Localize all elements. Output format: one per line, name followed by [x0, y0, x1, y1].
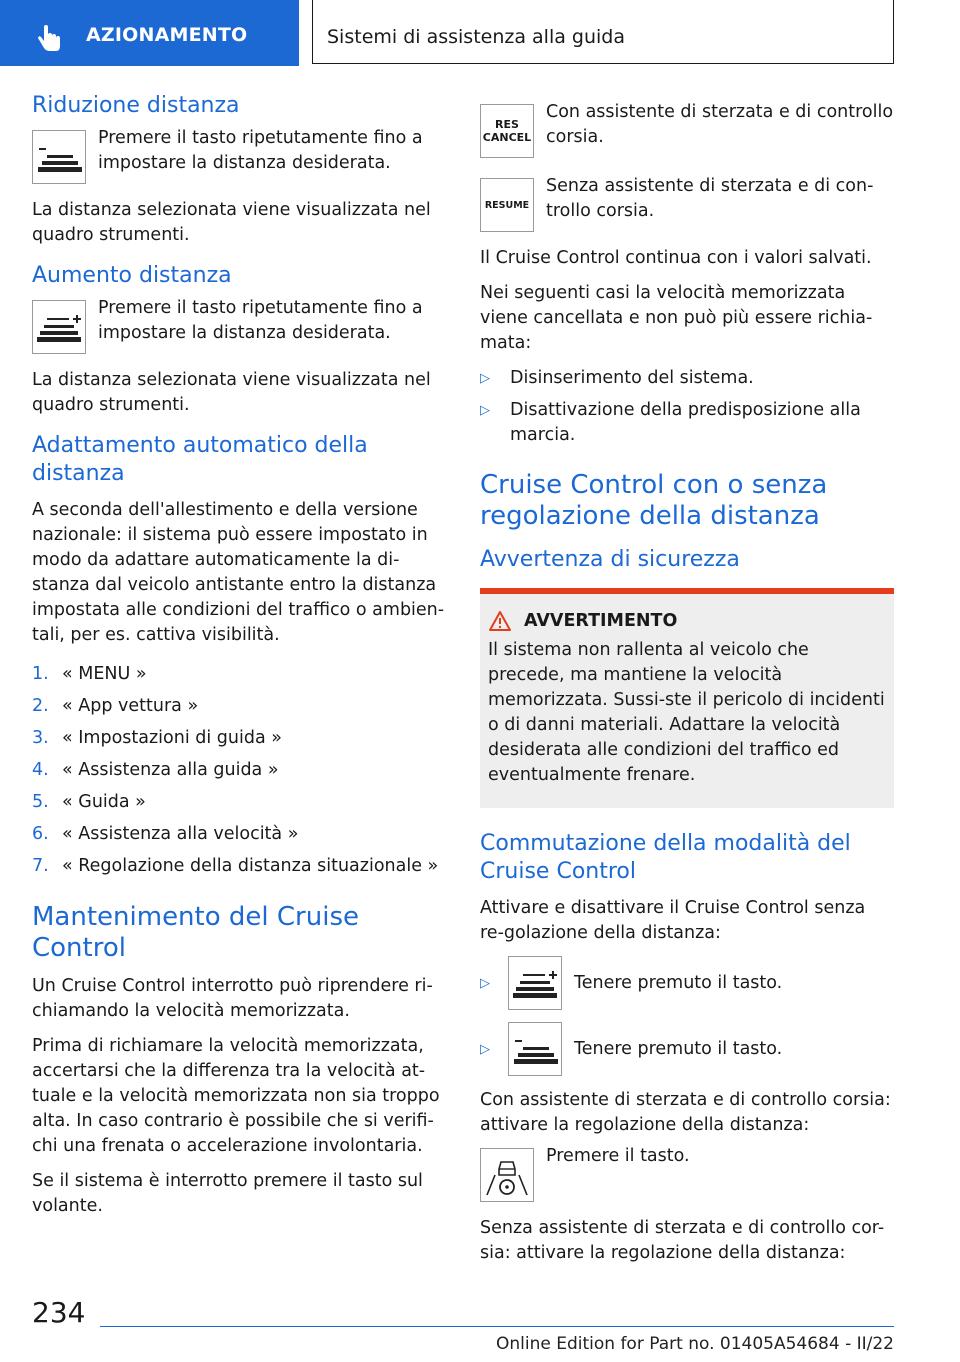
- driving-assistant-button-icon: [480, 1148, 534, 1202]
- heading-commutazione: Commutazione della modalità del Cruise Control: [480, 831, 851, 884]
- resume-label: RESUME: [484, 200, 530, 211]
- distance-decrease-button-icon: [508, 1022, 562, 1076]
- distance-increase-button-icon: [32, 300, 86, 354]
- res-label: RES: [495, 118, 519, 131]
- page-header: [0, 0, 960, 66]
- distance-increase-button-icon: [508, 956, 562, 1010]
- cancel-conditions-list: [480, 366, 894, 448]
- heading-aumento: Aumento distanza: [32, 263, 232, 288]
- triangle-bullet-icon: ▷: [480, 371, 490, 386]
- heading-riduzione: Riduzione distanza: [32, 93, 240, 118]
- adattamento-paragraph: A seconda dell'allestimento e della versione nazionale: il sistema può essere impostato in modo da adattare automaticamente la di-stanza dal veicolo antistante entro la distanza impostata alle condizioni del traffico o ambien-tali, per es. cattiva visibilità.: [32, 500, 445, 645]
- tenere-row-1: [480, 956, 894, 1010]
- list-item: 4. « Assistenza alla guida »: [32, 760, 279, 780]
- tenere-row-2: [480, 1022, 894, 1076]
- casi-paragraph: Nei seguenti casi la velocità memorizzata viene cancellata e non può più essere richia-mata:: [480, 283, 873, 353]
- commutazione-paragraph: Attivare e disattivare il Cruise Control senza re-golazione della distanza:: [480, 898, 866, 943]
- section-name: AZIONAMENTO: [86, 24, 248, 46]
- list-item: 1. « MENU »: [32, 664, 147, 684]
- right-column: [480, 104, 894, 1276]
- list-item: 5. « Guida »: [32, 792, 146, 812]
- warning-box: [480, 588, 894, 808]
- left-column: [32, 92, 446, 1229]
- warning-header: [488, 610, 886, 632]
- resume-text: Senza assistente di sterzata e di con-trollo corsia.: [546, 176, 874, 221]
- list-item: ▷ Disattivazione della predisposizione alla marcia.: [480, 398, 894, 448]
- heading-mantenimento: Mantenimento del Cruise Control: [32, 902, 359, 963]
- res-cancel-text: Con assistente di sterzata e di controllo corsia.: [546, 102, 894, 147]
- chapter-title: Sistemi di assistenza alla guida: [327, 26, 626, 48]
- aumento-row: [32, 300, 446, 354]
- res-cancel-row: [480, 104, 894, 158]
- mantenimento-paragraph-2: Prima di richiamare la velocità memorizzata, accertarsi che la differenza tra la velocità at-tuale e la velocità memorizzata non sia troppo alta. In caso contrario è possibile che si verifi-chi una frenata o accelerazione involontaria.: [32, 1036, 440, 1156]
- riduzione-row: [32, 130, 446, 184]
- hand-pointer-icon: [34, 24, 64, 54]
- warning-triangle-icon: [488, 610, 512, 632]
- premere-row: [480, 1148, 894, 1202]
- aumento-instruction: Premere il tasto ripetutamente fino a impostare la distanza desiderata.: [98, 298, 423, 343]
- premere-text: Premere il tasto.: [546, 1146, 690, 1166]
- chapter-title-box: [312, 0, 894, 64]
- list-item: 7. « Regolazione della distanza situazionale »: [32, 856, 439, 876]
- list-item: ▷ Disinserimento del sistema.: [480, 366, 894, 391]
- section-tab: [0, 0, 299, 66]
- resume-row: [480, 178, 894, 232]
- footer-divider: [100, 1326, 894, 1327]
- mantenimento-paragraph-1: Un Cruise Control interrotto può riprendere ri-chiamando la velocità memorizzata.: [32, 976, 433, 1021]
- heading-avvertenza: Avvertenza di sicurezza: [480, 547, 740, 572]
- tenere-text-1: Tenere premuto il tasto.: [574, 973, 783, 993]
- riduzione-instruction: Premere il tasto ripetutamente fino a impostare la distanza desiderata.: [98, 128, 423, 173]
- list-item: 3. « Impostazioni di guida »: [32, 728, 282, 748]
- triangle-bullet-icon: ▷: [480, 975, 490, 991]
- edition-text: Online Edition for Part no. 01405A54684 - II/22: [495, 1334, 894, 1354]
- tenere-text-2: Tenere premuto il tasto.: [574, 1039, 783, 1059]
- triangle-bullet-icon: ▷: [480, 1041, 490, 1057]
- distance-decrease-button-icon: [32, 130, 86, 184]
- list-item: 2. « App vettura »: [32, 696, 199, 716]
- triangle-bullet-icon: ▷: [480, 403, 490, 418]
- senza-assistente-paragraph: Senza assistente di sterzata e di controllo cor-sia: attivare la regolazione della distanza:: [480, 1218, 885, 1263]
- resume-button-icon: [480, 178, 534, 232]
- warning-text: Il sistema non rallenta al veicolo che precede, ma mantiene la velocità memorizzata. Sussi-ste il pericolo di incidenti o di danni materiali. Adattare la velocità desiderata alle condizioni del traffico ed eventualmente frenare.: [488, 640, 885, 785]
- riduzione-paragraph: La distanza selezionata viene visualizzata nel quadro strumenti.: [32, 200, 431, 245]
- heading-cruise-control: Cruise Control con o senza regolazione della distanza: [480, 470, 828, 531]
- cancel-label: CANCEL: [482, 131, 532, 144]
- mantenimento-paragraph-3: Se il sistema è interrotto premere il tasto sul volante.: [32, 1171, 423, 1216]
- continua-paragraph: Il Cruise Control continua con i valori salvati.: [480, 248, 872, 268]
- con-assistente-paragraph: Con assistente di sterzata e di controllo corsia: attivare la regolazione della distanza:: [480, 1090, 891, 1135]
- menu-steps-list: [32, 658, 446, 882]
- page-footer: [0, 1290, 960, 1362]
- aumento-paragraph: La distanza selezionata viene visualizzata nel quadro strumenti.: [32, 370, 431, 415]
- warning-title: AVVERTIMENTO: [524, 611, 678, 631]
- heading-adattamento: Adattamento automatico della distanza: [32, 433, 368, 486]
- list-item: 6. « Assistenza alla velocità »: [32, 824, 299, 844]
- page-number: 234: [32, 1296, 86, 1329]
- res-cancel-button-icon: [480, 104, 534, 158]
